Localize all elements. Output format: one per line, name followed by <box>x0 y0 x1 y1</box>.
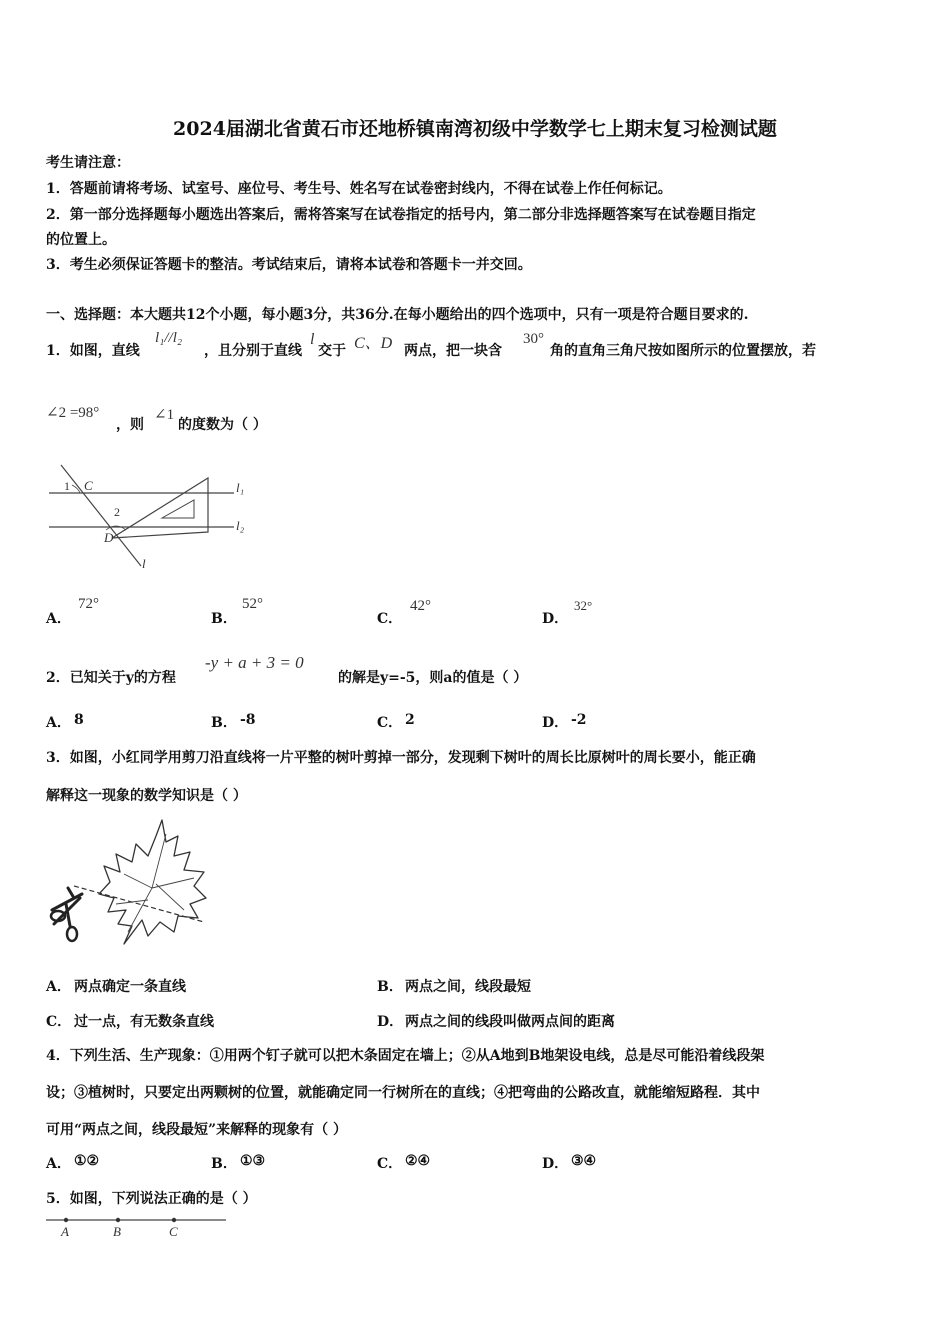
q1-option-b-value: 52° <box>242 596 263 612</box>
cut-line <box>74 886 204 922</box>
q3-option-b-label: B． <box>377 979 403 995</box>
q3-line-2: 解释这一现象的数学知识是（ ） <box>46 788 247 804</box>
q4-option-a-value: ①② <box>74 1153 100 1169</box>
q4-line-1: 4．下列生活、生产现象：①用两个钉子就可以把木条固定在墙上；②从A地到B地架设电线，总是尽可能沿着线段架 <box>46 1048 765 1064</box>
label-l: l <box>142 556 146 571</box>
label-2: 2 <box>114 505 120 519</box>
q4-option-d-label: D． <box>542 1156 569 1172</box>
q1-math-angle2: ∠2 =98° <box>46 405 100 421</box>
q4-line-3: 可用“两点之间，线段最短”来解释的现象有（ ） <box>46 1122 347 1138</box>
notice-item-1: 1．答题前请将考场、试室号、座位号、考生号、姓名写在试卷密封线内，不得在试卷上作任何标记。 <box>46 181 672 197</box>
q2-option-b-label: B． <box>211 715 237 731</box>
q3-option-b-value: 两点之间，线段最短 <box>405 979 531 995</box>
q4-option-a-label: A． <box>46 1156 71 1172</box>
point-a <box>64 1218 68 1222</box>
label-l1: l₁ <box>236 480 245 495</box>
q1-math-parallel: l₁//l₂ <box>155 330 183 346</box>
q3-option-d-label: D． <box>377 1014 404 1030</box>
q3-leaf-figure <box>44 814 214 952</box>
q4-option-b-label: B． <box>211 1156 237 1172</box>
q2-option-b-value: -8 <box>240 712 256 728</box>
q1-math-30: 30° <box>523 331 544 347</box>
q3-option-c-value: 过一点，有无数条直线 <box>74 1014 214 1030</box>
leaf-outline <box>99 820 206 944</box>
notice-item-3: 3．考生必须保证答题卡的整洁。考试结束后，请将本试卷和答题卡一并交回。 <box>46 257 532 273</box>
q2-option-c-label: C． <box>377 715 403 731</box>
q2-text-1: 2．已知关于y的方程 <box>46 670 176 686</box>
q1-option-c-value: 42° <box>410 598 431 614</box>
label-c: C <box>84 478 93 493</box>
q3-option-c-label: C． <box>46 1014 72 1030</box>
q1-text-2: ，且分别于直线 <box>204 343 302 359</box>
point-c <box>172 1218 176 1222</box>
q2-option-a-value: 8 <box>74 712 84 728</box>
label-d: D <box>104 530 114 545</box>
q4-option-b-value: ①③ <box>240 1153 266 1169</box>
line-l <box>61 465 141 566</box>
point-b <box>116 1218 120 1222</box>
section-heading: 一、选择题：本大题共12个小题，每小题3分，共36分.在每小题给出的四个选项中，只有一项是符合题目要求的. <box>46 307 749 323</box>
q1-option-b-label: B． <box>211 611 237 627</box>
notice-item-2-cont: 的位置上。 <box>46 232 116 248</box>
q2-option-a-label: A． <box>46 715 71 731</box>
q1-text-1: 1．如图，直线 <box>46 343 140 359</box>
q1-text-7: 的度数为（ ） <box>178 417 267 433</box>
q4-option-d-value: ③④ <box>571 1153 597 1169</box>
q4-option-c-value: ②④ <box>405 1153 431 1169</box>
leaf-veins <box>116 834 194 932</box>
triangle-inner <box>162 500 194 518</box>
q1-option-a-value: 72° <box>78 596 99 612</box>
label-a: A <box>61 1224 69 1239</box>
q1-text-3: 交于 <box>318 343 346 359</box>
label-1: 1 <box>64 479 70 493</box>
q1-figure <box>44 460 264 575</box>
angle-1-arc <box>72 485 80 493</box>
label-c5: C <box>169 1224 178 1239</box>
label-b: B <box>113 1224 121 1239</box>
q2-equation: -y + a + 3 = 0 <box>205 653 304 672</box>
q5-figure <box>44 1212 234 1240</box>
q3-option-d-value: 两点之间的线段叫做两点间的距离 <box>405 1014 615 1030</box>
q4-option-c-label: C． <box>377 1156 403 1172</box>
q1-option-d-label: D． <box>542 611 569 627</box>
q3-option-a-value: 两点确定一条直线 <box>74 979 186 995</box>
q1-text-5: 角的直角三角尺按如图所示的位置摆放，若 <box>550 343 816 359</box>
q4-line-2: 设；③植树时，只要定出两颗树的位置，就能确定同一行树所在的直线；④把弯曲的公路改直，就能缩短路程．其中 <box>46 1085 760 1101</box>
page-title: 2024届湖北省黄石市还地桥镇南湾初级中学数学七上期末复习检测试题 <box>173 118 777 140</box>
q3-option-a-label: A． <box>46 979 71 995</box>
q2-option-d-label: D． <box>542 715 569 731</box>
notice-item-2: 2．第一部分选择题每小题选出答案后，需将答案写在试卷指定的括号内，第二部分非选择题答案写在试卷题目指定 <box>46 207 756 223</box>
q1-option-a-label: A． <box>46 611 71 627</box>
scissors-handle-2 <box>67 927 77 941</box>
q1-option-d-value: 32° <box>574 598 593 613</box>
notice-heading: 考生请注意： <box>46 155 130 171</box>
q1-text-4: 两点，把一块含 <box>404 343 502 359</box>
q1-math-l: l <box>310 331 315 348</box>
q2-option-d-value: -2 <box>571 712 587 728</box>
q1-math-angle1: ∠1 <box>154 407 175 423</box>
q1-math-cd: C、D <box>354 335 393 352</box>
q2-option-c-value: 2 <box>405 712 415 728</box>
label-l2: l₂ <box>236 518 245 533</box>
q5-line-1: 5．如图，下列说法正确的是（ ） <box>46 1191 257 1207</box>
q3-line-1: 3．如图，小红同学用剪刀沿直线将一片平整的树叶剪掉一部分，发现剩下树叶的周长比原树叶的周长要小，能正确 <box>46 750 756 766</box>
q2-text-2: 的解是y=-5，则a的值是（ ） <box>338 670 528 686</box>
q1-option-c-label: C． <box>377 611 403 627</box>
q1-text-6: ，则 <box>116 417 144 433</box>
